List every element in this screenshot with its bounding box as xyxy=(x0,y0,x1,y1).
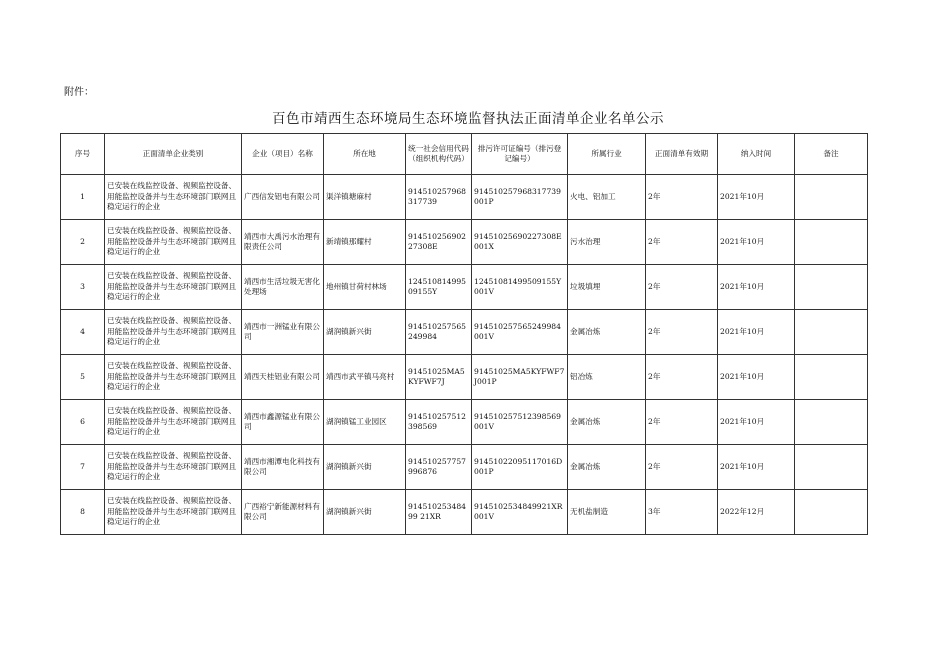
cell-category: 已安装在线监控设备、视频监控设备、用能监控设备并与生态环境部门联网且稳定运行的企业 xyxy=(105,445,242,490)
cell-credit-code: 91451025MA5KYFWF7J xyxy=(406,355,472,400)
header-date: 纳入时间 xyxy=(718,134,795,175)
cell-no: 5 xyxy=(61,355,105,400)
cell-no: 2 xyxy=(61,220,105,265)
cell-validity: 2年 xyxy=(646,175,718,220)
cell-industry: 金属冶炼 xyxy=(568,400,646,445)
cell-remark xyxy=(795,310,868,355)
cell-no: 1 xyxy=(61,175,105,220)
cell-location: 新靖镇那耀村 xyxy=(324,220,406,265)
cell-date: 2021年10月 xyxy=(718,265,795,310)
cell-credit-code: 914510257512398569 xyxy=(406,400,472,445)
cell-remark xyxy=(795,175,868,220)
cell-no: 4 xyxy=(61,310,105,355)
cell-industry: 金属冶炼 xyxy=(568,445,646,490)
cell-date: 2021年10月 xyxy=(718,400,795,445)
table-row xyxy=(61,355,868,400)
cell-category: 已安装在线监控设备、视频监控设备、用能监控设备并与生态环境部门联网且稳定运行的企业 xyxy=(105,490,242,535)
header-remark: 备注 xyxy=(795,134,868,175)
cell-credit-code: 91451025348499 21XR xyxy=(406,490,472,535)
cell-category: 已安装在线监控设备、视频监控设备、用能监控设备并与生态环境部门联网且稳定运行的企业 xyxy=(105,355,242,400)
table-row xyxy=(61,175,868,220)
cell-name: 靖西市鑫源锰业有限公司 xyxy=(242,400,324,445)
cell-remark xyxy=(795,220,868,265)
header-credit-code: 统一社会信用代码（组织机构代码） xyxy=(406,134,472,175)
cell-remark xyxy=(795,355,868,400)
cell-location: 湖润镇新兴街 xyxy=(324,490,406,535)
cell-category: 已安装在线监控设备、视频监控设备、用能监控设备并与生态环境部门联网且稳定运行的企业 xyxy=(105,400,242,445)
cell-validity: 2年 xyxy=(646,310,718,355)
cell-permit: 91451025MA5KYFWF7J001P xyxy=(472,355,568,400)
cell-name: 靖西市生活垃圾无害化处理场 xyxy=(242,265,324,310)
cell-industry: 无机盐制造 xyxy=(568,490,646,535)
cell-validity: 3年 xyxy=(646,490,718,535)
header-industry: 所属行业 xyxy=(568,134,646,175)
cell-industry: 铝冶炼 xyxy=(568,355,646,400)
table-header-row xyxy=(61,134,868,175)
cell-remark xyxy=(795,400,868,445)
cell-validity: 2年 xyxy=(646,400,718,445)
cell-validity: 2年 xyxy=(646,355,718,400)
table-row xyxy=(61,445,868,490)
cell-date: 2022年12月 xyxy=(718,490,795,535)
cell-credit-code: 12451081499509155Y xyxy=(406,265,472,310)
cell-credit-code: 914510257565249984 xyxy=(406,310,472,355)
cell-remark xyxy=(795,490,868,535)
cell-industry: 金属冶炼 xyxy=(568,310,646,355)
cell-credit-code: 91451025690227308E xyxy=(406,220,472,265)
cell-location: 渠洋镇塘麻村 xyxy=(324,175,406,220)
cell-name: 靖西市大禹污水治理有限责任公司 xyxy=(242,220,324,265)
cell-permit: 91451025690227308E001X xyxy=(472,220,568,265)
cell-date: 2021年10月 xyxy=(718,220,795,265)
cell-credit-code: 914510257968317739 xyxy=(406,175,472,220)
cell-date: 2021年10月 xyxy=(718,355,795,400)
header-validity: 正面清单有效期 xyxy=(646,134,718,175)
cell-credit-code: 914510257757996876 xyxy=(406,445,472,490)
cell-name: 广西裕宁新能源材料有限公司 xyxy=(242,490,324,535)
header-category: 正面清单企业类别 xyxy=(105,134,242,175)
cell-date: 2021年10月 xyxy=(718,310,795,355)
cell-validity: 2年 xyxy=(646,220,718,265)
cell-date: 2021年10月 xyxy=(718,445,795,490)
table-row xyxy=(61,310,868,355)
cell-location: 靖西市武平镇马亮村 xyxy=(324,355,406,400)
cell-industry: 污水治理 xyxy=(568,220,646,265)
table-row xyxy=(61,400,868,445)
cell-remark xyxy=(795,445,868,490)
cell-no: 8 xyxy=(61,490,105,535)
cell-permit: 12451081499509155Y001V xyxy=(472,265,568,310)
table-row xyxy=(61,220,868,265)
enterprise-list-table xyxy=(60,133,868,535)
cell-no: 3 xyxy=(61,265,105,310)
cell-name: 靖西天桂铝业有限公司 xyxy=(242,355,324,400)
cell-category: 已安装在线监控设备、视频监控设备、用能监控设备并与生态环境部门联网且稳定运行的企业 xyxy=(105,265,242,310)
cell-location: 湖润镇新兴街 xyxy=(324,310,406,355)
cell-category: 已安装在线监控设备、视频监控设备、用能监控设备并与生态环境部门联网且稳定运行的企业 xyxy=(105,310,242,355)
cell-category: 已安装在线监控设备、视频监控设备、用能监控设备并与生态环境部门联网且稳定运行的企业 xyxy=(105,220,242,265)
cell-location: 地州镇甘荷村林场 xyxy=(324,265,406,310)
cell-name: 广西信发铝电有限公司 xyxy=(242,175,324,220)
cell-category: 已安装在线监控设备、视频监控设备、用能监控设备并与生态环境部门联网且稳定运行的企业 xyxy=(105,175,242,220)
cell-location: 湖润镇锰工业园区 xyxy=(324,400,406,445)
cell-permit: 91451022095117016D001P xyxy=(472,445,568,490)
cell-location: 湖润镇新兴街 xyxy=(324,445,406,490)
cell-no: 7 xyxy=(61,445,105,490)
cell-remark xyxy=(795,265,868,310)
header-no: 序号 xyxy=(61,134,105,175)
table-row xyxy=(61,490,868,535)
cell-validity: 2年 xyxy=(646,265,718,310)
page-title: 百色市靖西生态环境局生态环境监督执法正面清单企业名单公示 xyxy=(272,111,664,127)
cell-no: 6 xyxy=(61,400,105,445)
cell-permit: 914510257565249984001V xyxy=(472,310,568,355)
cell-industry: 垃圾填埋 xyxy=(568,265,646,310)
header-permit: 排污许可证编号（排污登记编号） xyxy=(472,134,568,175)
header-location: 所在地 xyxy=(324,134,406,175)
header-name: 企业（项目）名称 xyxy=(242,134,324,175)
cell-date: 2021年10月 xyxy=(718,175,795,220)
cell-industry: 火电、铝加工 xyxy=(568,175,646,220)
cell-name: 靖西市一洲锰业有限公司 xyxy=(242,310,324,355)
cell-permit: 9145102534849921XR001V xyxy=(472,490,568,535)
cell-permit: 914510257512398569001V xyxy=(472,400,568,445)
cell-permit: 9145102579683177390​01P xyxy=(472,175,568,220)
attachment-label: 附件： xyxy=(64,87,94,98)
cell-name: 靖西市湘潭电化科技有限公司 xyxy=(242,445,324,490)
table-row xyxy=(61,265,868,310)
cell-validity: 2年 xyxy=(646,445,718,490)
